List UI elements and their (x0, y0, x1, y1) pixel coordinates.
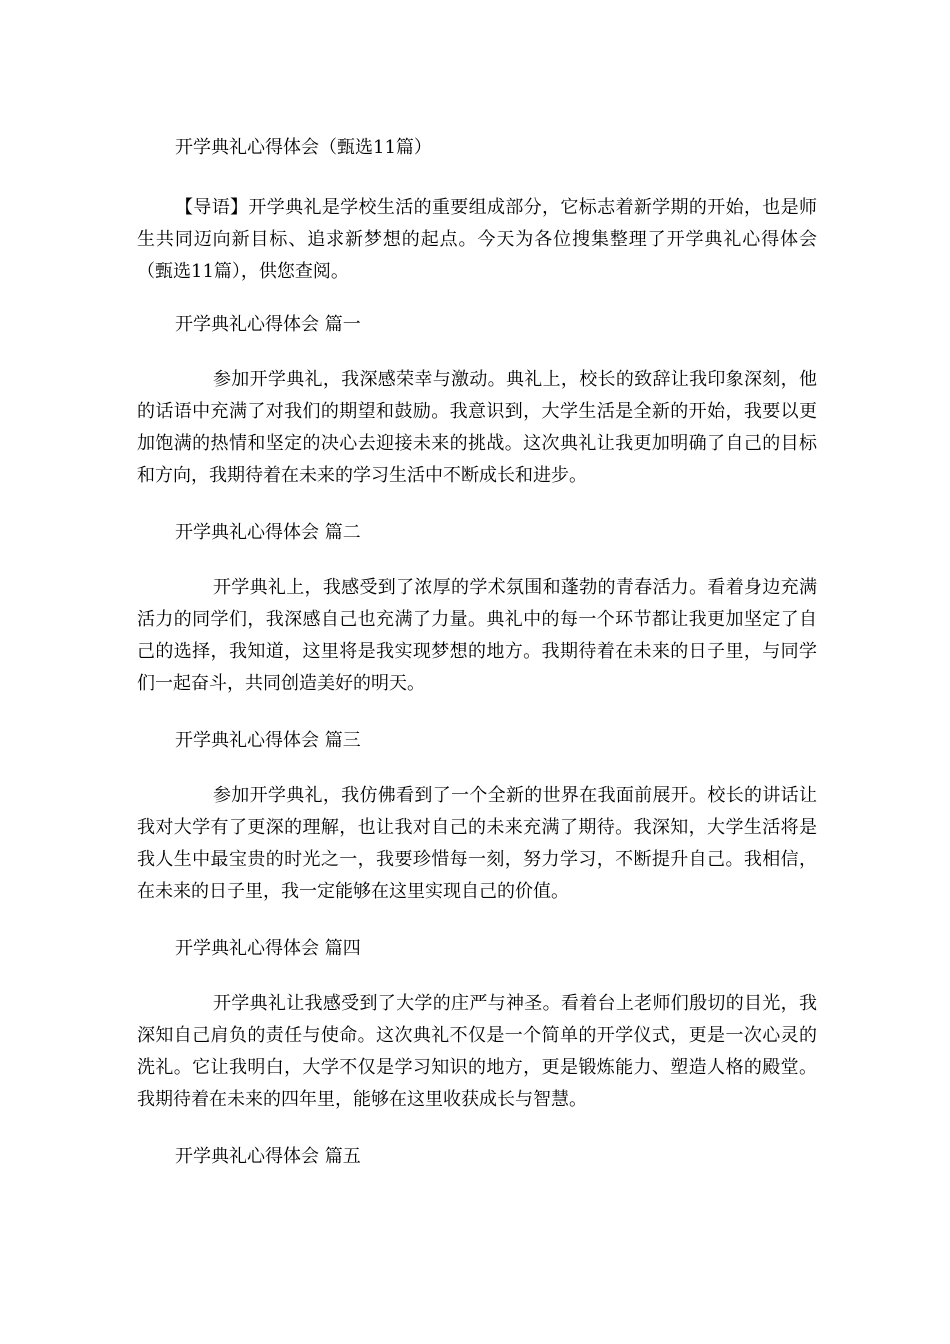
section-paragraph-4: 开学典礼让我感受到了大学的庄严与神圣。看着台上老师们殷切的目光，我深知自己肩负的责任与使命。这次典礼不仅是一个简单的开学仪式，更是一次心灵的洗礼。它让我明白，大学不仅是学习知识的地方，更是锻炼能力、塑造人格的殿堂。我期待着在未来的四年里，能够在这里收获成长与智慧。 (137, 993, 817, 1110)
section-heading-5: 开学典礼心得体会 篇五 (175, 1146, 361, 1167)
section-paragraph-1: 参加开学典礼，我深感荣幸与激动。典礼上，校长的致辞让我印象深刻，他的话语中充满了对我们的期望和鼓励。我意识到，大学生活是全新的开始，我要以更加饱满的热情和坚定的决心去迎接未来的挑战。这次典礼让我更加明确了自己的目标和方向，我期待着在未来的学习生活中不断成长和进步。 (137, 369, 817, 486)
section-paragraph-3: 参加开学典礼，我仿佛看到了一个全新的世界在我面前展开。校长的讲话让我对大学有了更深的理解，也让我对自己的未来充满了期待。我深知，大学生活将是我人生中最宝贵的时光之一，我要珍惜每一刻，努力学习，不断提升自己。我相信，在未来的日子里，我一定能够在这里实现自己的价值。 (137, 785, 817, 902)
intro-paragraph: 【导语】开学典礼是学校生活的重要组成部分，它标志着新学期的开始，也是师生共同迈向新目标、追求新梦想的起点。今天为各位搜集整理了开学典礼心得体会（甄选11篇），供您查阅。 (137, 197, 817, 282)
section-paragraph-2: 开学典礼上，我感受到了浓厚的学术氛围和蓬勃的青春活力。看着身边充满活力的同学们，我深感自己也充满了力量。典礼中的每一个环节都让我更加坚定了自己的选择，我知道，这里将是我实现梦想的地方。我期待着在未来的日子里，与同学们一起奋斗，共同创造美好的明天。 (137, 577, 817, 694)
section-heading-3: 开学典礼心得体会 篇三 (175, 730, 361, 751)
section-heading-2: 开学典礼心得体会 篇二 (175, 522, 361, 543)
section-heading-1: 开学典礼心得体会 篇一 (175, 314, 361, 335)
section-heading-4: 开学典礼心得体会 篇四 (175, 938, 361, 959)
document-title: 开学典礼心得体会（甄选11篇） (175, 137, 432, 158)
